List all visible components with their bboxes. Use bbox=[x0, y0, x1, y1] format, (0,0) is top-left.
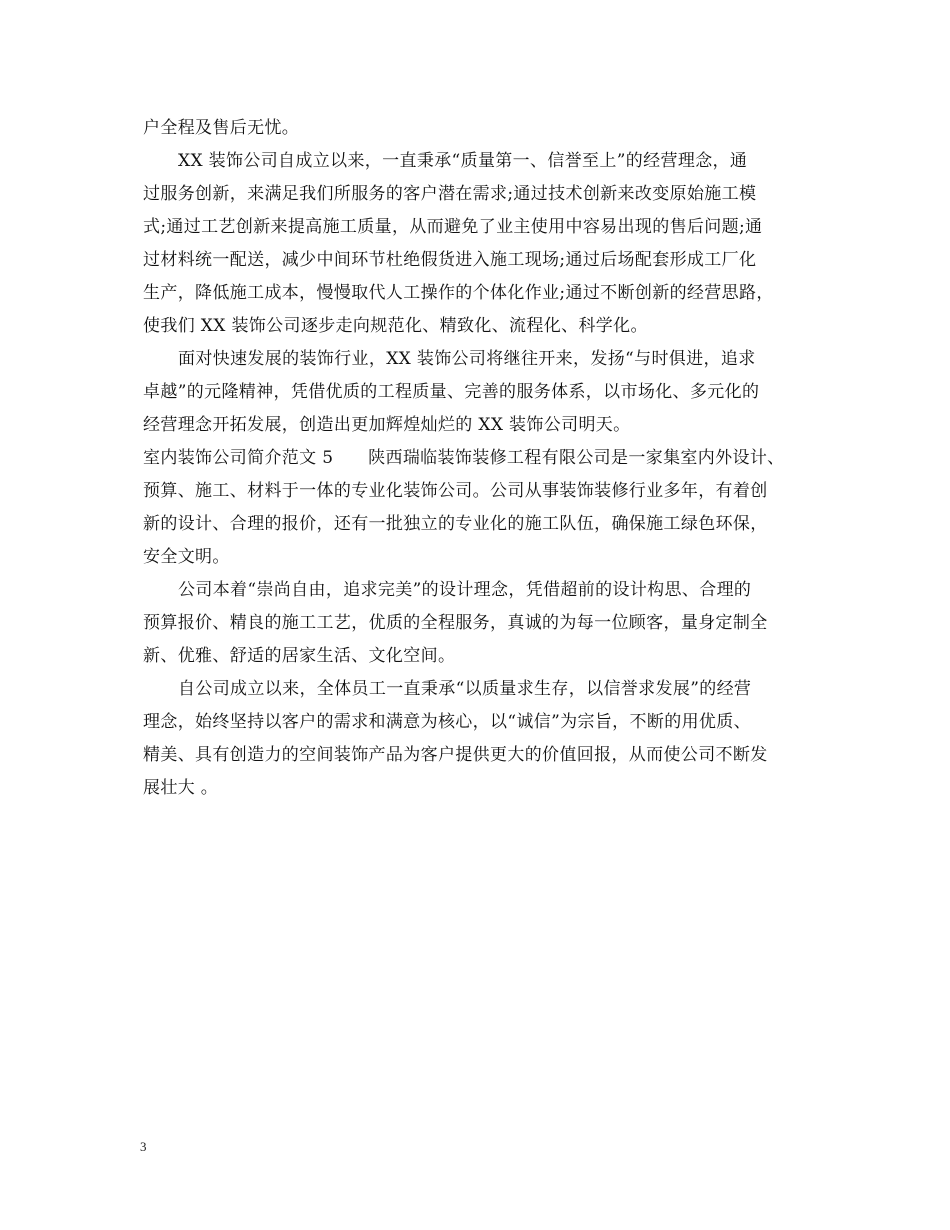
text-line: 预算、施工、材料于一体的专业化装饰公司。公司从事装饰装修行业多年，有着创 bbox=[143, 481, 768, 501]
text-line: 预算报价、精良的施工工艺，优质的全程服务，真诚的为每一位顾客，量身定制全 bbox=[143, 613, 768, 633]
text-line: 精美、具有创造力的空间装饰产品为客户提供更大的价值回报，从而使公司不断发 bbox=[143, 745, 768, 765]
text-line: 户全程及售后无忧。 bbox=[143, 118, 300, 138]
text-line: 过材料统一配送，减少中间环节杜绝假货进入施工现场;通过后场配套形成工厂化 bbox=[143, 250, 757, 270]
text-line: XX 装饰公司自成立以来，一直秉承“质量第一、信誉至上”的经营理念，通 bbox=[178, 151, 748, 171]
text-line: 自公司成立以来，全体员工一直秉承“以质量求生存，以信誉求发展”的经营 bbox=[178, 679, 752, 699]
text-line: 理念，始终坚持以客户的需求和满意为核心，以“诚信”为宗旨，不断的用优质、 bbox=[143, 712, 751, 732]
text-line: 生产，降低施工成本，慢慢取代人工操作的个体化作业;通过不断创新的经营思路， bbox=[143, 283, 774, 303]
text-line: 使我们 XX 装饰公司逐步走向规范化、精致化、流程化、科学化。 bbox=[143, 316, 648, 336]
text-line: 过服务创新，来满足我们所服务的客户潜在需求;通过技术创新来改变原始施工模 bbox=[143, 184, 757, 204]
text-line: 公司本着“崇尚自由，追求完美”的设计理念，凭借超前的设计构思、合理的 bbox=[178, 580, 752, 600]
text-line: 卓越”的元隆精神，凭借优质的工程质量、完善的服务体系，以市场化、多元化的 bbox=[143, 382, 760, 402]
text-line: 式;通过工艺创新来提高施工质量，从而避免了业主使用中容易出现的售后问题;通 bbox=[143, 217, 763, 237]
text-line: 安全文明。 bbox=[143, 547, 230, 567]
page-number: 3 bbox=[140, 1139, 147, 1154]
text-line: 面对快速发展的装饰行业，XX 装饰公司将继往开来，发扬“与时俱进，追求 bbox=[178, 349, 756, 369]
text-line: 室内装饰公司简介范文 5 陕西瑞临装饰装修工程有限公司是一家集室内外设计、 bbox=[143, 448, 785, 468]
text-line: 新的设计、合理的报价，还有一批独立的专业化的施工队伍，确保施工绿色环保， bbox=[143, 514, 768, 534]
document-body bbox=[143, 112, 833, 805]
text-line: 展壮大 。 bbox=[143, 778, 219, 798]
text-line: 经营理念开拓发展，创造出更加辉煌灿烂的 XX 装饰公司明天。 bbox=[143, 415, 631, 435]
text-line: 新、优雅、舒适的居家生活、文化空间。 bbox=[143, 646, 456, 666]
